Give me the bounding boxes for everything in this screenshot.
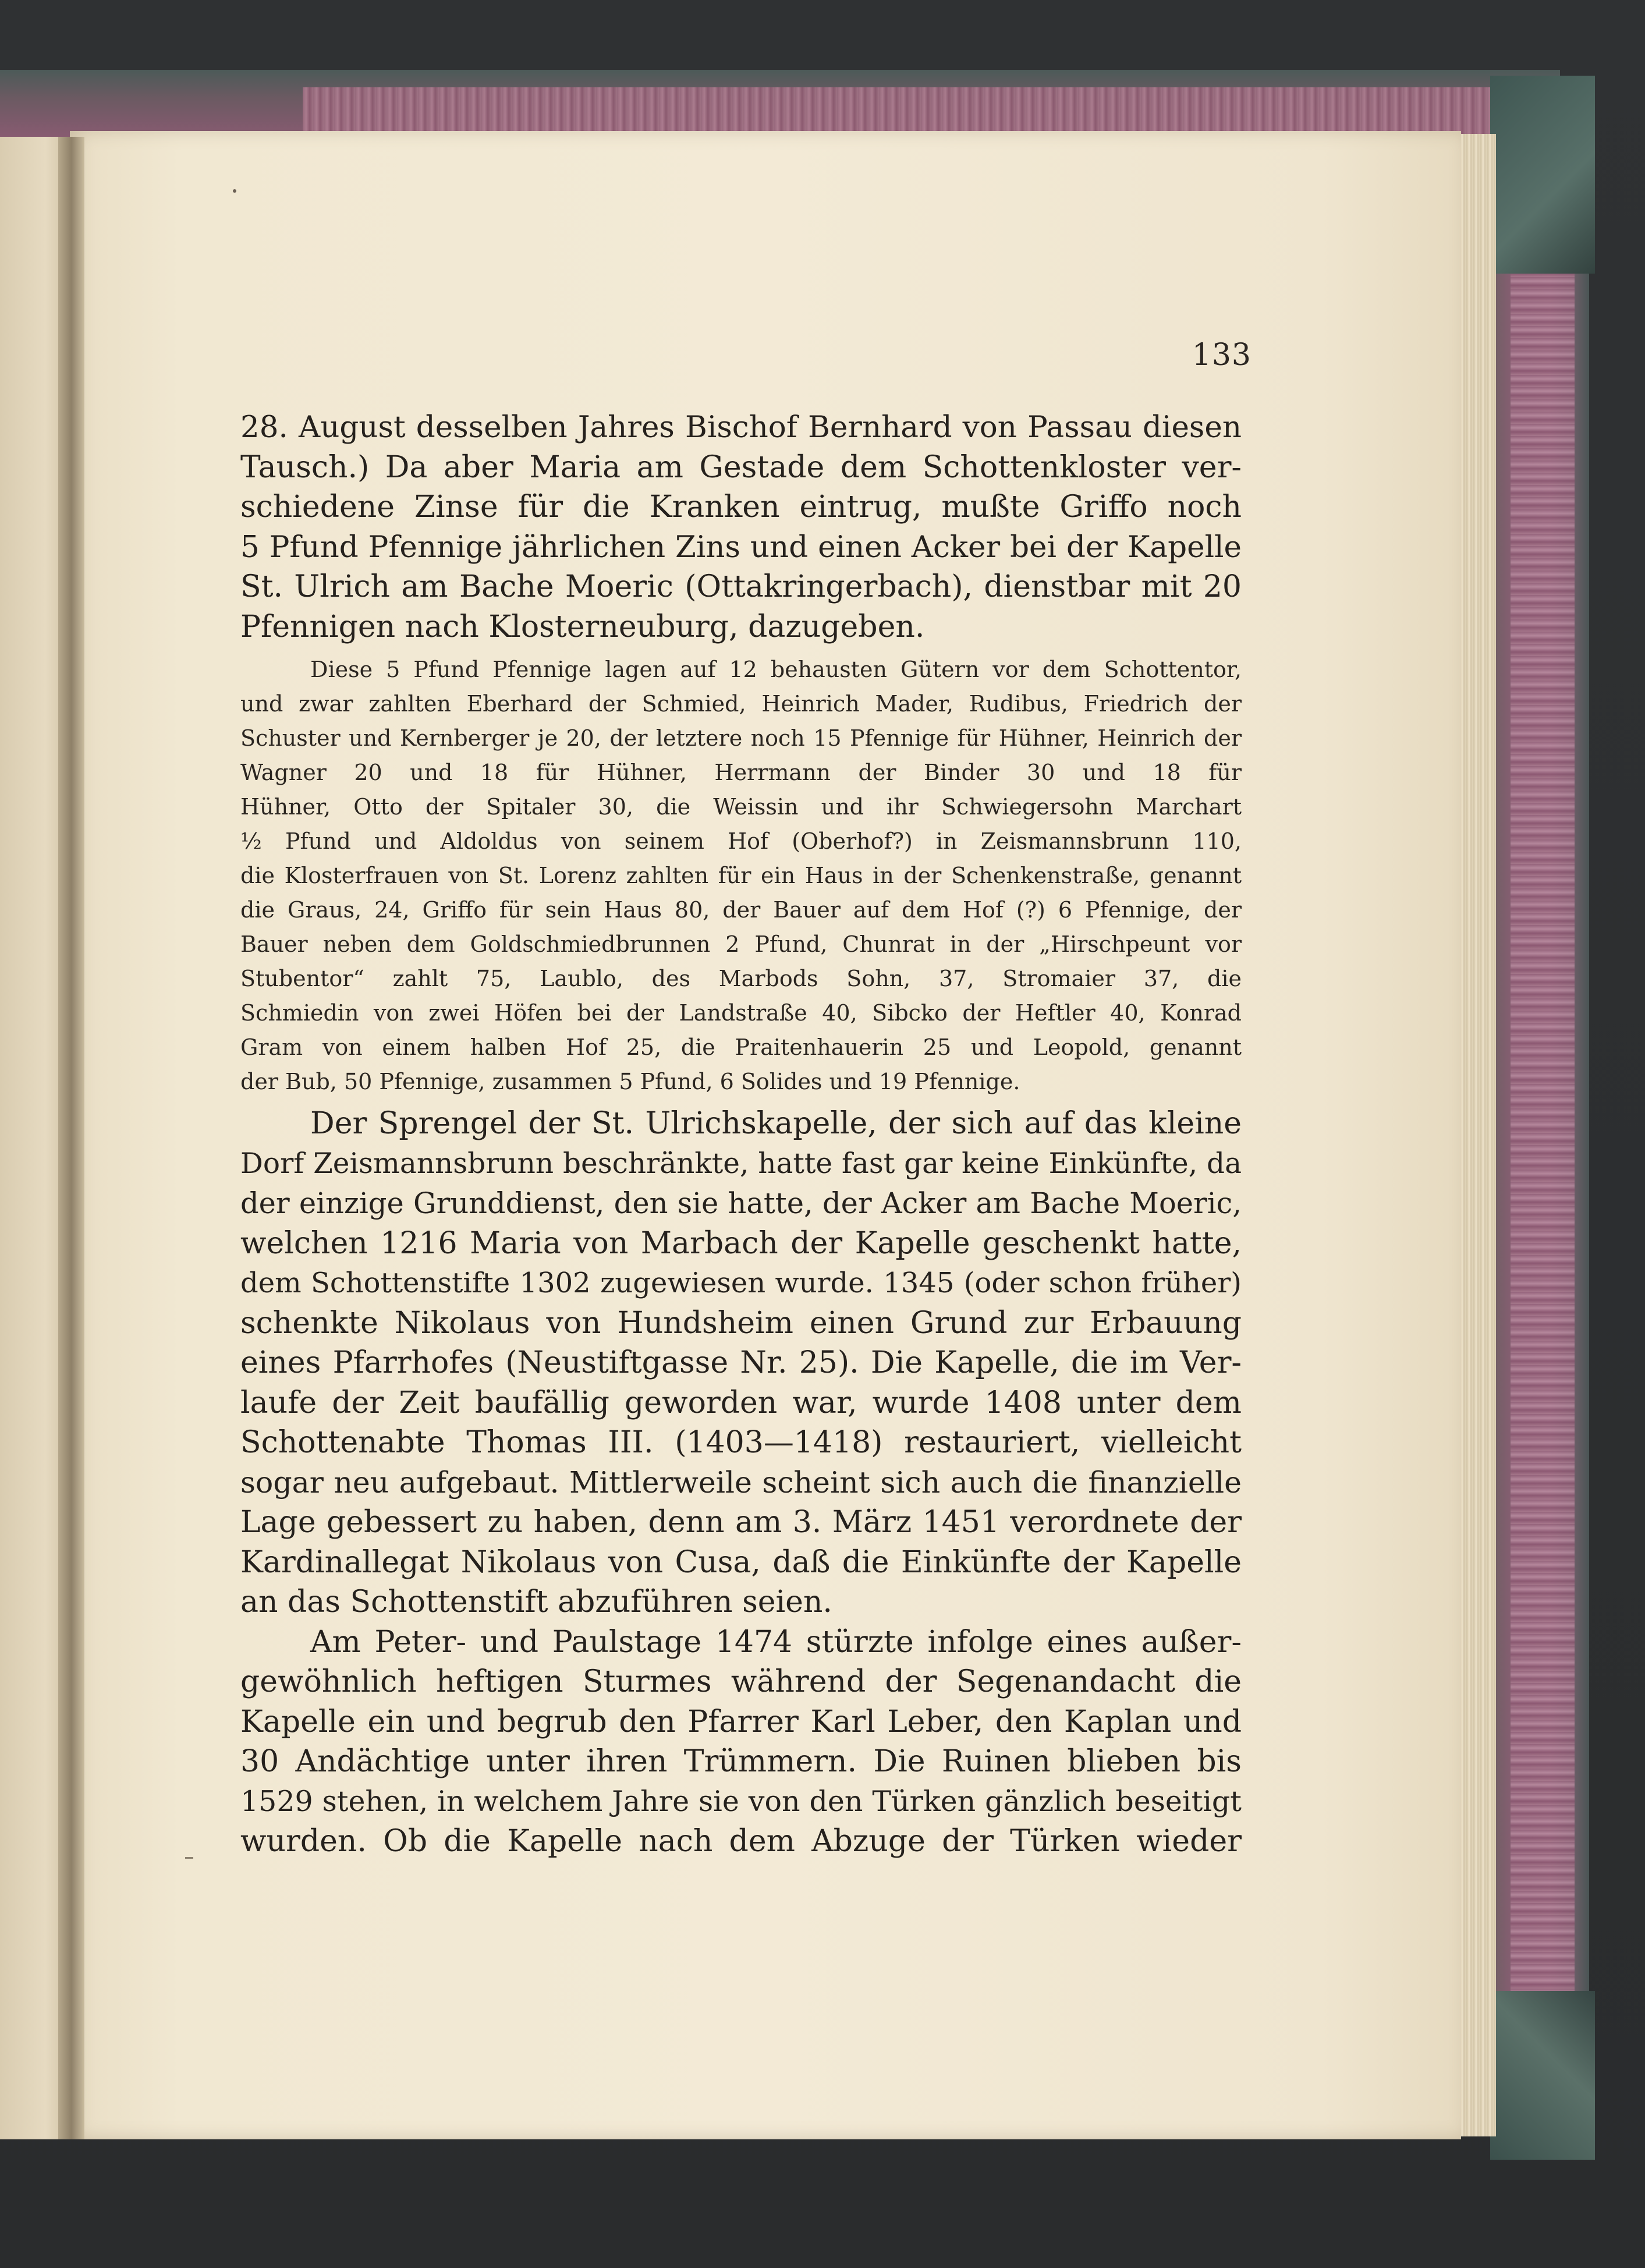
footnote-line: Stubentor“ zahlt 75, Laublo, des Marbods Sohn, 37, Stromaier 37, die bbox=[240, 966, 1242, 991]
text-line: schiedene Zinse für die Kranken eintrug, mußte Griffo noch bbox=[240, 490, 1242, 525]
text-line: der einzige Grunddienst, den sie hatte, der Acker am Bache Moeric, bbox=[240, 1186, 1242, 1220]
footnote-line: Gram von einem halben Hof 25, die Praitenhauerin 25 und Leopold, genannt bbox=[240, 1034, 1242, 1060]
text-line: laufe der Zeit baufällig geworden war, wurde 1408 unter dem bbox=[240, 1385, 1242, 1420]
text-line: wurden. Ob die Kapelle nach dem Abzuge der Türken wieder bbox=[240, 1824, 1242, 1859]
text-line: welchen 1216 Maria von Marbach der Kapelle geschenkt hatte, bbox=[240, 1225, 1242, 1261]
text-line: 30 Andächtige unter ihren Trümmern. Die Ruinen blieben bis bbox=[240, 1744, 1242, 1779]
binding-corner-bottom bbox=[1490, 1991, 1595, 2160]
text-line: Schottenabte Thomas III. (1403—1418) restauriert, vielleicht bbox=[240, 1425, 1242, 1460]
footnote-line: und zwar zahlten Eberhard der Schmied, Heinrich Mader, Rudibus, Friedrich der bbox=[240, 691, 1242, 717]
footnote-line: Hühner, Otto der Spitaler 30, die Weissin und ihr Schwiegersohn Marchart bbox=[240, 794, 1242, 820]
text-line: sogar neu aufgebaut. Mittlerweile scheint sich auch die finanzielle bbox=[240, 1465, 1242, 1500]
text-line: 1529 stehen, in welchem Jahre sie von den Türken gänzlich beseitigt bbox=[240, 1784, 1242, 1818]
footnote bbox=[240, 653, 1242, 1099]
text-line: Der Sprengel der St. Ulrichskapelle, der sich auf das kleine bbox=[310, 1106, 1242, 1141]
text-line: Dorf Zeismannsbrunn beschränkte, hatte fast gar keine Einkünfte, da bbox=[240, 1147, 1242, 1180]
book-gutter bbox=[58, 137, 84, 2139]
text-line: Am Peter- und Paulstage 1474 stürzte infolge eines außer- bbox=[310, 1624, 1242, 1660]
text-line: St. Ulrich am Bache Moeric (Ottakringerbach), dienstbar mit 20 bbox=[240, 569, 1242, 604]
binding-corner-top bbox=[1490, 76, 1595, 274]
binding-cloth-right bbox=[1511, 233, 1575, 2037]
text-line: an das Schottenstift abzuführen seien. bbox=[240, 1585, 832, 1620]
text-line: eines Pfarrhofes (Neustiftgasse Nr. 25). Die Kapelle, die im Ver- bbox=[240, 1345, 1242, 1380]
paragraph-1 bbox=[240, 407, 1242, 647]
page-text bbox=[240, 407, 1242, 1862]
text-line: 5 Pfund Pfennige jährlichen Zins und einen Acker bei der Kapelle bbox=[240, 529, 1242, 565]
text-line: Kapelle ein und begrub den Pfarrer Karl Leber, den Kaplan und bbox=[240, 1704, 1242, 1739]
footnote-line: die Klosterfrauen von St. Lorenz zahlten für ein Haus in der Schenkenstraße, genannt bbox=[240, 863, 1242, 888]
page-number: 133 bbox=[1192, 338, 1252, 373]
text-line: schenkte Nikolaus von Hundsheim einen Grund zur Erbauung bbox=[240, 1305, 1242, 1341]
text-line: 28. August desselben Jahres Bischof Bernhard von Passau diesen bbox=[240, 410, 1242, 445]
paragraph-3 bbox=[240, 1622, 1242, 1862]
text-line: dem Schottenstifte 1302 zugewiesen wurde. 1345 (oder schon früher) bbox=[240, 1267, 1242, 1299]
footnote-line: der Bub, 50 Pfennige, zusammen 5 Pfund, 6 Solides und 19 Pfennige. bbox=[240, 1069, 1020, 1094]
paragraph-2 bbox=[240, 1104, 1242, 1622]
text-line: Lage gebessert zu haben, denn am 3. März 1451 verordnete der bbox=[240, 1505, 1242, 1540]
footnote-line: Wagner 20 und 18 für Hühner, Herrmann der Binder 30 und 18 für bbox=[240, 760, 1242, 785]
text-line: Kardinallegat Nikolaus von Cusa, daß die Einkünfte der Kapelle bbox=[240, 1544, 1242, 1580]
footnote-line: Schuster und Kernberger je 20, der letztere noch 15 Pfennige für Hühner, Heinrich der bbox=[240, 725, 1242, 751]
footnote-line: Schmiedin von zwei Höfen bei der Landstraße 40, Sibcko der Heftler 40, Konrad bbox=[240, 1000, 1242, 1026]
footnote-line: Bauer neben dem Goldschmiedbrunnen 2 Pfund, Chunrat in der „Hirschpeunt vor bbox=[240, 931, 1242, 957]
footnote-line: die Graus, 24, Griffo für sein Haus 80, der Bauer auf dem Hof (?) 6 Pfennige, der bbox=[240, 897, 1242, 923]
footnote-line: Diese 5 Pfund Pfennige lagen auf 12 behausten Gütern vor dem Schottentor, bbox=[310, 657, 1242, 682]
page-speck bbox=[233, 189, 236, 193]
page-mark bbox=[185, 1857, 193, 1859]
text-line: gewöhnlich heftigen Sturmes während der Segenandacht die bbox=[240, 1664, 1242, 1699]
text-line: Pfennigen nach Klosterneuburg, dazugeben. bbox=[240, 609, 925, 644]
footnote-line: ½ Pfund und Aldoldus von seinem Hof (Oberhof?) in Zeismannsbrunn 110, bbox=[240, 828, 1242, 854]
text-line: Tausch.) Da aber Maria am Gestade dem Schottenkloster ver- bbox=[240, 449, 1242, 485]
